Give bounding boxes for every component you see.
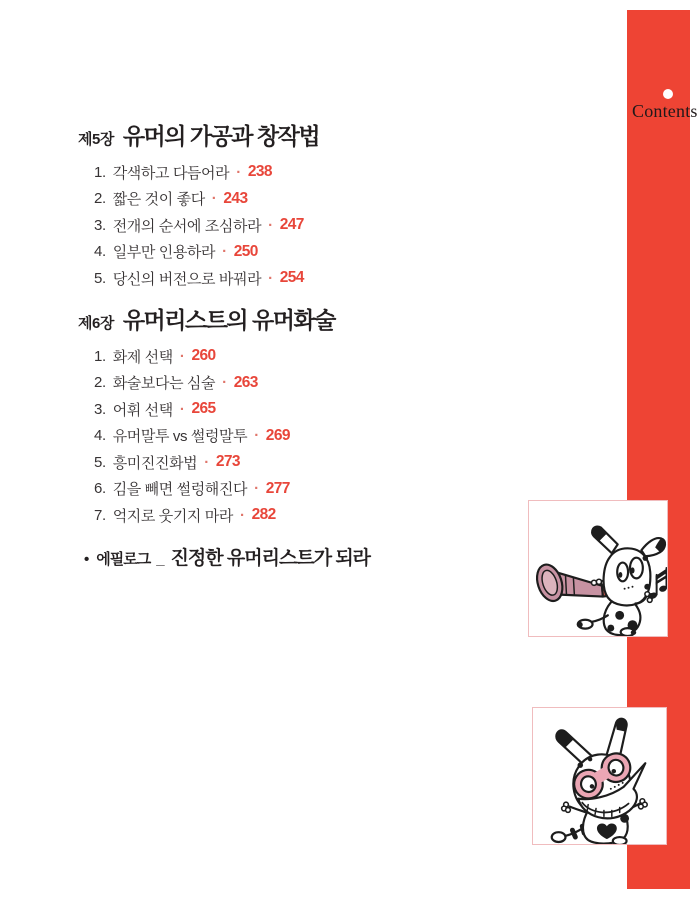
toc-item bbox=[94, 212, 319, 239]
item-title: 화제 선택 bbox=[112, 348, 173, 366]
dot-separator: · bbox=[254, 480, 259, 498]
item-number: 4. bbox=[94, 427, 106, 445]
toc-item bbox=[94, 423, 335, 450]
page-number: 247 bbox=[279, 216, 304, 234]
toc-item bbox=[94, 396, 335, 423]
item-title: 짧은 것이 좋다 bbox=[112, 191, 205, 209]
page-number: 238 bbox=[247, 163, 272, 181]
item-number: 3. bbox=[94, 216, 106, 234]
chapter-6-section bbox=[78, 302, 335, 529]
page-number: 282 bbox=[251, 506, 276, 524]
epilogue-title: 진정한 유머리스트가 되라 bbox=[170, 548, 371, 569]
item-title: 전개의 순서에 조심하라 bbox=[112, 217, 262, 235]
item-title: 당신의 버전으로 바꿔라 bbox=[112, 270, 262, 288]
page-number: 277 bbox=[265, 479, 290, 497]
dot-separator: · bbox=[222, 243, 227, 261]
toc-item bbox=[94, 186, 319, 213]
toc-item bbox=[94, 502, 335, 529]
dot-separator: · bbox=[268, 269, 273, 287]
chapter-5-items bbox=[94, 159, 319, 292]
dot-decoration bbox=[663, 89, 673, 99]
item-number: 4. bbox=[94, 243, 106, 261]
dot-separator: · bbox=[179, 347, 185, 365]
page-number: 243 bbox=[223, 189, 248, 207]
toc-item bbox=[94, 159, 319, 186]
toc-item bbox=[94, 449, 335, 476]
illustration-box-1 bbox=[528, 500, 668, 637]
dot-separator: · bbox=[179, 400, 185, 418]
page-number: 260 bbox=[191, 347, 216, 365]
dalmatian-goggles-illustration bbox=[533, 708, 666, 844]
toc-item bbox=[94, 343, 335, 370]
item-number: 1. bbox=[94, 347, 106, 365]
chapter-6-items bbox=[94, 343, 335, 529]
page-number: 263 bbox=[233, 373, 258, 391]
toc-item bbox=[94, 476, 335, 503]
chapter-number: 제6장 bbox=[78, 315, 114, 332]
item-title: 억지로 웃기지 마라 bbox=[112, 507, 233, 525]
item-number: 5. bbox=[94, 453, 106, 471]
page-number: 273 bbox=[215, 453, 240, 471]
chapter-5-section bbox=[78, 118, 319, 292]
toc-item bbox=[94, 370, 335, 397]
dot-separator: · bbox=[236, 163, 241, 181]
page-number: 250 bbox=[233, 242, 258, 260]
chapter-6-header bbox=[78, 302, 335, 335]
item-number: 7. bbox=[94, 506, 106, 524]
item-number: 5. bbox=[94, 269, 106, 287]
dot-separator: · bbox=[222, 374, 227, 392]
item-number: 2. bbox=[94, 190, 106, 208]
item-title: 일부만 인용하라 bbox=[112, 244, 216, 262]
dot-separator: · bbox=[239, 506, 245, 524]
chapter-title: 유머의 가공과 창작법 bbox=[122, 123, 320, 149]
bullet-icon: • bbox=[84, 551, 90, 568]
item-number: 3. bbox=[94, 400, 106, 418]
item-title: 어휘 선택 bbox=[112, 401, 173, 419]
item-title: 각색하고 다듬어라 bbox=[112, 164, 230, 182]
chapter-title: 유머리스트의 유머화술 bbox=[122, 307, 335, 333]
page-number: 269 bbox=[265, 426, 290, 444]
toc-item bbox=[94, 265, 319, 292]
item-title: 유머말투 vs 썰렁말투 bbox=[112, 428, 248, 446]
underscore-separator: _ bbox=[156, 551, 165, 568]
item-number: 2. bbox=[94, 374, 106, 392]
epilogue-row bbox=[84, 543, 370, 570]
dot-separator: · bbox=[268, 216, 273, 234]
illustration-box-2 bbox=[532, 707, 667, 845]
item-number: 6. bbox=[94, 480, 106, 498]
item-title: 화술보다는 심술 bbox=[112, 375, 216, 393]
contents-header: Contents bbox=[632, 101, 698, 121]
chapter-5-header bbox=[78, 118, 319, 151]
page-number: 265 bbox=[191, 400, 216, 418]
dot-separator: · bbox=[211, 190, 217, 208]
chapter-number: 제5장 bbox=[78, 131, 114, 148]
page-number: 254 bbox=[279, 269, 304, 287]
item-title: 김을 빼면 썰렁해진다 bbox=[112, 481, 248, 499]
dalmatian-horn-illustration bbox=[529, 501, 667, 636]
dot-separator: · bbox=[254, 427, 259, 445]
toc-item bbox=[94, 239, 319, 266]
dot-separator: · bbox=[204, 453, 209, 471]
item-number: 1. bbox=[94, 163, 106, 181]
item-title: 흥미진진화법 bbox=[112, 454, 198, 472]
epilogue-label: 에필로그 bbox=[96, 551, 151, 568]
